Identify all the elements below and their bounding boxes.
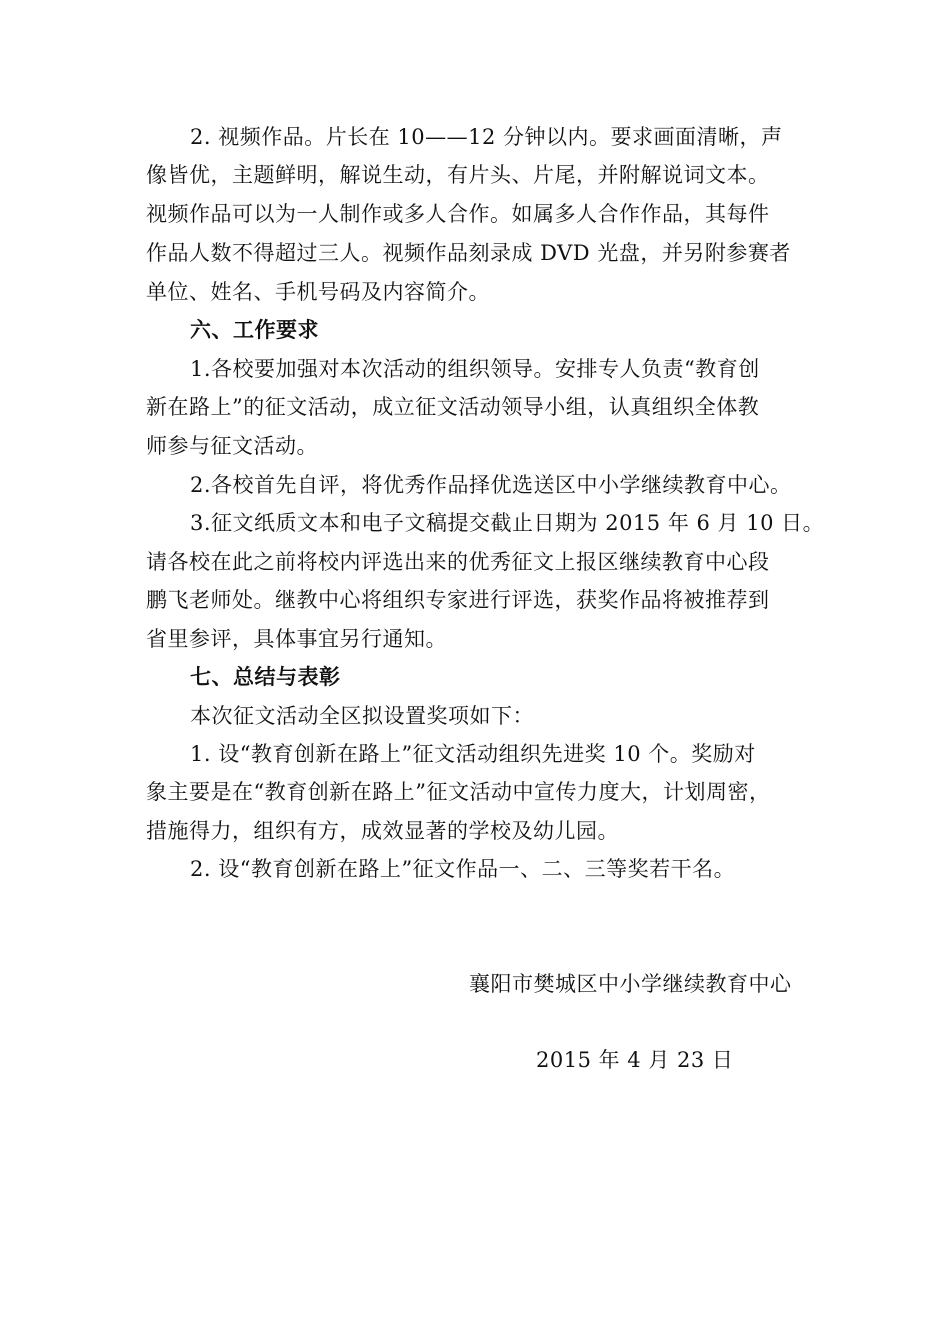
signature-date: 2015 年 4 月 23 日: [536, 1048, 734, 1072]
paragraph-line: 1.各校要加强对本次活动的组织领导。安排专人负责“教育创: [190, 357, 760, 381]
paragraph-line: 2. 设“教育创新在路上”征文作品一、二、三等奖若干名。: [190, 857, 736, 881]
section-heading: 六、工作要求: [190, 317, 319, 342]
paragraph-line: 作品人数不得超过三人。视频作品刻录成 DVD 光盘，并另附参赛者: [146, 241, 791, 265]
paragraph-line: 鹏飞老师处。继教中心将组织专家进行评选，获奖作品将被推荐到: [146, 588, 770, 612]
paragraph-line: 视频作品可以为一人制作或多人合作。如属多人合作作品，其每件: [146, 202, 770, 226]
paragraph-line: 2.各校首先自评，将优秀作品择优选送区中小学继续教育中心。: [190, 473, 792, 497]
paragraph-line: 单位、姓名、手机号码及内容简介。: [146, 280, 490, 304]
paragraph-line: 请各校在此之前将校内评选出来的优秀征文上报区继续教育中心段: [146, 550, 770, 574]
paragraph-line: 3.征文纸质文本和电子文稿提交截止日期为 2015 年 6 月 10 日。: [190, 511, 825, 535]
paragraph-line: 象主要是在“教育创新在路上”征文活动中宣传力度大，计划周密，: [146, 780, 771, 804]
paragraph-line: 师参与征文活动。: [146, 434, 318, 458]
paragraph-line: 新在路上”的征文活动，成立征文活动领导小组，认真组织全体教: [146, 395, 760, 419]
paragraph-line: 1. 设“教育创新在路上”征文活动组织先进奖 10 个。奖励对: [190, 742, 756, 766]
signature-organization: 襄阳市樊城区中小学继续教育中心: [469, 972, 792, 996]
section-heading: 七、总结与表彰: [190, 664, 341, 689]
paragraph-line: 措施得力，组织有方，成效显著的学校及幼儿园。: [146, 819, 619, 843]
paragraph-line: 本次征文活动全区拟设置奖项如下：: [190, 704, 534, 728]
paragraph-line: 像皆优，主题鲜明，解说生动，有片头、片尾，并附解说词文本。: [146, 163, 770, 187]
paragraph-line: 2. 视频作品。片长在 10——12 分钟以内。要求画面清晰，声: [190, 125, 783, 149]
paragraph-line: 省里参评，具体事宜另行通知。: [146, 627, 447, 651]
